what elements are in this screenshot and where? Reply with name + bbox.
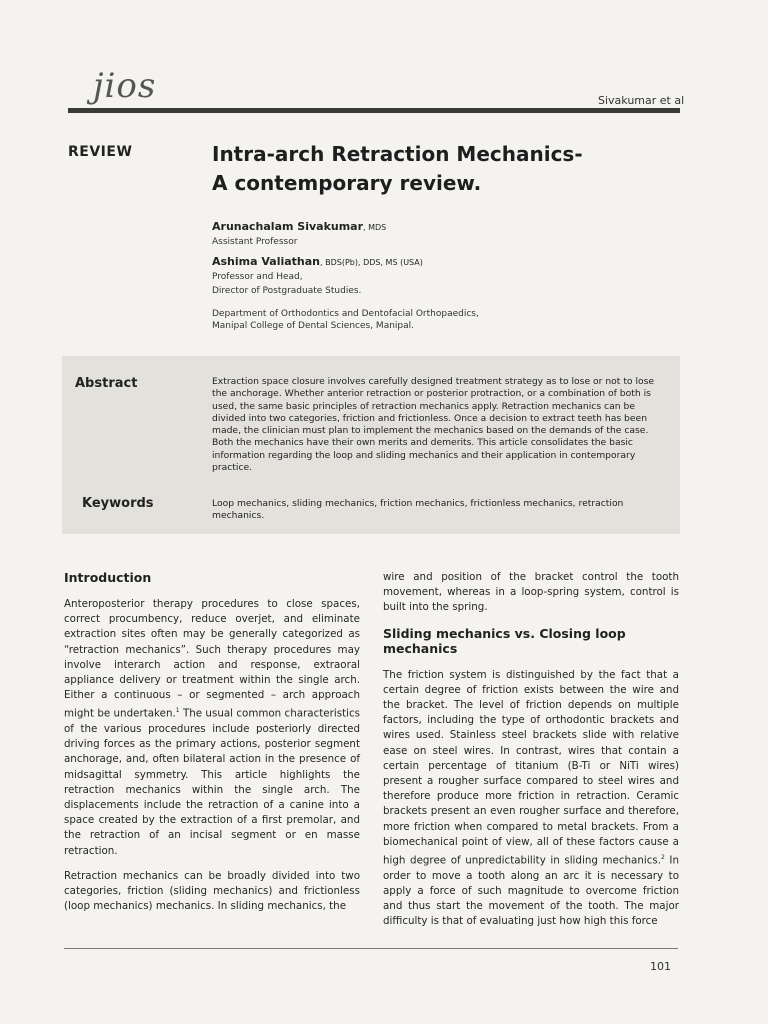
affiliation-line-1: Department of Orthodontics and Dentofacial Orthopaedics,: [212, 309, 479, 319]
page-number: 101: [650, 960, 671, 973]
affiliation-line-2: Manipal College of Dental Sciences, Manipal.: [212, 321, 414, 331]
author-name: Ashima Valiathan: [212, 255, 321, 268]
author-credentials: , BDS(Pb), DDS, MS (USA): [320, 258, 423, 267]
title-line-2: A contemporary review.: [212, 171, 482, 195]
title-line-1: Intra-arch Retraction Mechanics-: [212, 142, 583, 166]
body-column-left: [64, 570, 360, 924]
body-column-right: [383, 570, 679, 939]
subsection-heading: Sliding mechanics vs. Closing loop mechanics: [383, 625, 626, 656]
keywords-text: Loop mechanics, sliding mechanics, friction mechanics, frictionless mechanics, retraction mechanics.: [212, 498, 624, 522]
author-credentials: , MDS: [363, 223, 387, 232]
paragraph-text: Anteroposterior therapy procedures to close spaces, correct procumbency, reduce overjet, and eliminate extraction sites often may be generally categorized as “retraction mechanics”. Such therapy procedures may involve interarch action and response, extraoral appliance delivery or treatment within the single arch. Either a continuous – or segmented – arch approach might be undertaken.: [64, 598, 360, 720]
author-role: Assistant Professor: [212, 237, 298, 247]
author-block-2: [212, 255, 423, 298]
reference-marker: 1: [175, 707, 180, 715]
body-paragraph: [383, 668, 679, 930]
section-label: REVIEW: [68, 144, 133, 160]
body-paragraph: wire and position of the bracket control the tooth movement, whereas in a loop-spring system, control is built into the spring.: [383, 571, 679, 614]
header-divider: [68, 108, 680, 113]
abstract-text: Extraction space closure involves carefully designed treatment strategy as to lose or not to lose the anchorage. Whether anterior retraction or posterior protraction, or a combination of both is used, the same basic principles of retraction mechanics apply. Retraction mechanics can be divided into two categories, friction and frictionless. Once a decision to extract teeth has been made, the clinician must plan to implement the mechanics based on the demands of the case. Both the mechanics have their own merits and demerits. This article consolidates the basic information regarding the loop and sliding mechanics and their application in contemporary practice.: [212, 376, 655, 474]
paragraph-text: The usual common characteristics of the various procedures include posteriorly directed driving forces as the primary actions, posterior segment anchorage, and, often bilateral action in the presence of midsagittal symmetry. This article highlights the retraction mechanics within the single arch. The displacements include the retraction of a canine into a space created by the extraction of a first premolar, and the retraction of an incisal segment or en masse retraction.: [64, 707, 360, 857]
introduction-heading: Introduction: [64, 570, 152, 585]
running-header-author: Sivakumar et al: [598, 94, 685, 107]
author-role: Director of Postgraduate Studies.: [212, 286, 362, 296]
article-title: [212, 140, 632, 198]
body-paragraph: [64, 597, 360, 859]
keywords-label: Keywords: [82, 496, 154, 511]
paragraph-text: In order to move a tooth along an arc it is necessary to apply a force of such magnitude to overcome friction and thus start the movement of the tooth. The major difficulty is that of evaluating just how high this force: [383, 854, 679, 928]
journal-logo: jios: [93, 66, 157, 106]
author-name: Arunachalam Sivakumar: [212, 220, 364, 233]
author-role: Professor and Head,: [212, 272, 303, 282]
author-block-1: [212, 220, 386, 249]
reference-marker: 2: [661, 854, 665, 862]
paragraph-text: The friction system is distinguished by the fact that a certain degree of friction exists between the wire and the bracket. The level of friction depends on multiple factors, including the type of orthodontic brackets and wires used. Stainless steel brackets slide with relative ease on steel wires. In contrast, wires that contain a certain percentage of titanium (B-Ti or NiTi wires) present a rougher surface compared to steel wires and therefore produce more friction in retraction. Ceramic brackets present an even rougher surface and therefore, more friction when compared to metal brackets. From a biomechanical point of view, all of these factors cause a high degree of unpredictability in sliding mechanics.: [383, 668, 679, 867]
abstract-label: Abstract: [75, 376, 138, 391]
body-paragraph: Retraction mechanics can be broadly divided into two categories, friction (sliding mechanics) and frictionless (loop mechanics) mechanics. In sliding mechanics, the: [64, 869, 360, 913]
affiliation: [212, 308, 479, 332]
footer-divider: [64, 948, 678, 949]
